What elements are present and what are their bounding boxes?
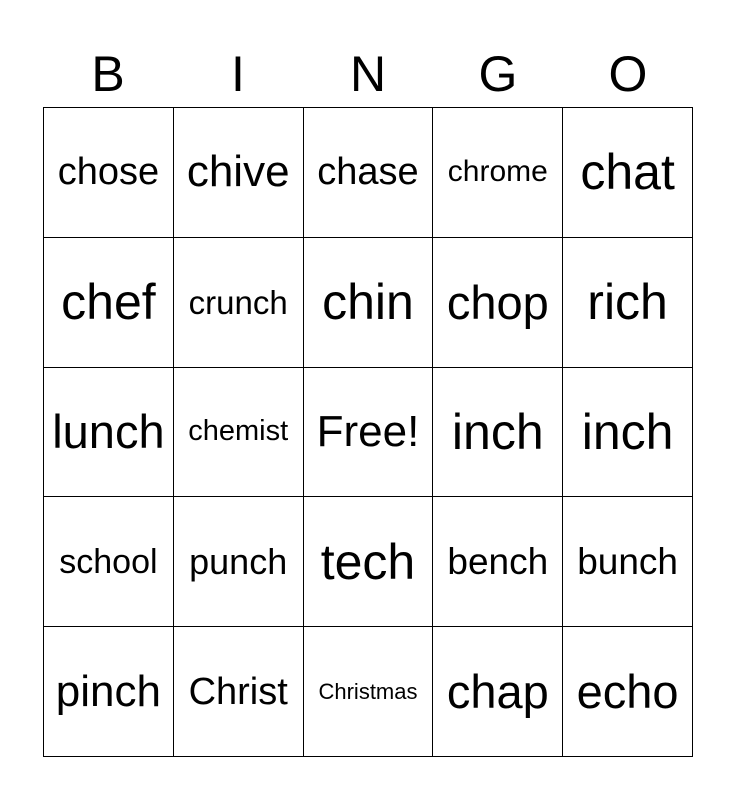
- cell-word: inch: [451, 403, 544, 460]
- bingo-cell[interactable]: [563, 368, 693, 498]
- bingo-cell[interactable]: [304, 368, 434, 498]
- bingo-cell[interactable]: [304, 108, 434, 238]
- cell-word: inch: [581, 403, 674, 460]
- cell-word: pinch: [55, 666, 161, 716]
- cell-word: Christ: [188, 670, 288, 713]
- cell-word: chive: [186, 147, 290, 197]
- header-letter-n: N: [349, 46, 387, 102]
- bingo-cell[interactable]: [304, 497, 434, 627]
- header-letter-i: I: [231, 46, 245, 102]
- bingo-cell[interactable]: [563, 108, 693, 238]
- bingo-cell[interactable]: [304, 627, 434, 757]
- cell-word: chap: [446, 665, 549, 719]
- bingo-cell[interactable]: [433, 627, 563, 757]
- bingo-cell[interactable]: [174, 497, 304, 627]
- bingo-cell[interactable]: [44, 627, 174, 757]
- cell-word: chef: [61, 274, 156, 331]
- bingo-cell[interactable]: [433, 108, 563, 238]
- bingo-header: [43, 40, 693, 108]
- cell-word: tech: [320, 533, 416, 590]
- bingo-cell[interactable]: [44, 368, 174, 498]
- bingo-cell[interactable]: [433, 368, 563, 498]
- bingo-cell[interactable]: [563, 497, 693, 627]
- header-letter-o: O: [608, 46, 648, 102]
- bingo-cell[interactable]: [563, 627, 693, 757]
- bingo-cell[interactable]: [174, 368, 304, 498]
- header-letter-g: G: [478, 46, 518, 102]
- header-letter-b: B: [91, 46, 125, 102]
- cell-word: school: [59, 542, 158, 581]
- cell-word: Free!: [316, 406, 420, 456]
- cell-word: chrome: [447, 155, 548, 189]
- bingo-cell[interactable]: [174, 108, 304, 238]
- bingo-cell[interactable]: [433, 238, 563, 368]
- bingo-cell[interactable]: [174, 238, 304, 368]
- bingo-board: [43, 107, 693, 757]
- cell-word: punch: [189, 540, 288, 582]
- bingo-cell[interactable]: [44, 108, 174, 238]
- cell-word: rich: [587, 274, 668, 331]
- cell-word: echo: [576, 665, 679, 719]
- cell-word: bunch: [577, 541, 678, 583]
- cell-word: chop: [446, 275, 549, 329]
- cell-word: crunch: [188, 283, 288, 321]
- cell-word: chat: [580, 144, 675, 201]
- bingo-cell[interactable]: [563, 238, 693, 368]
- cell-word: lunch: [52, 405, 165, 459]
- cell-word: chose: [57, 151, 160, 194]
- cell-word: chin: [322, 274, 414, 331]
- bingo-cell[interactable]: [44, 497, 174, 627]
- bingo-cell[interactable]: [304, 238, 434, 368]
- cell-word: chemist: [188, 415, 289, 448]
- cell-word: Christmas: [318, 678, 418, 704]
- bingo-cell[interactable]: [433, 497, 563, 627]
- bingo-cell[interactable]: [174, 627, 304, 757]
- cell-word: chase: [317, 151, 419, 194]
- bingo-cell[interactable]: [44, 238, 174, 368]
- cell-word: bench: [447, 541, 549, 583]
